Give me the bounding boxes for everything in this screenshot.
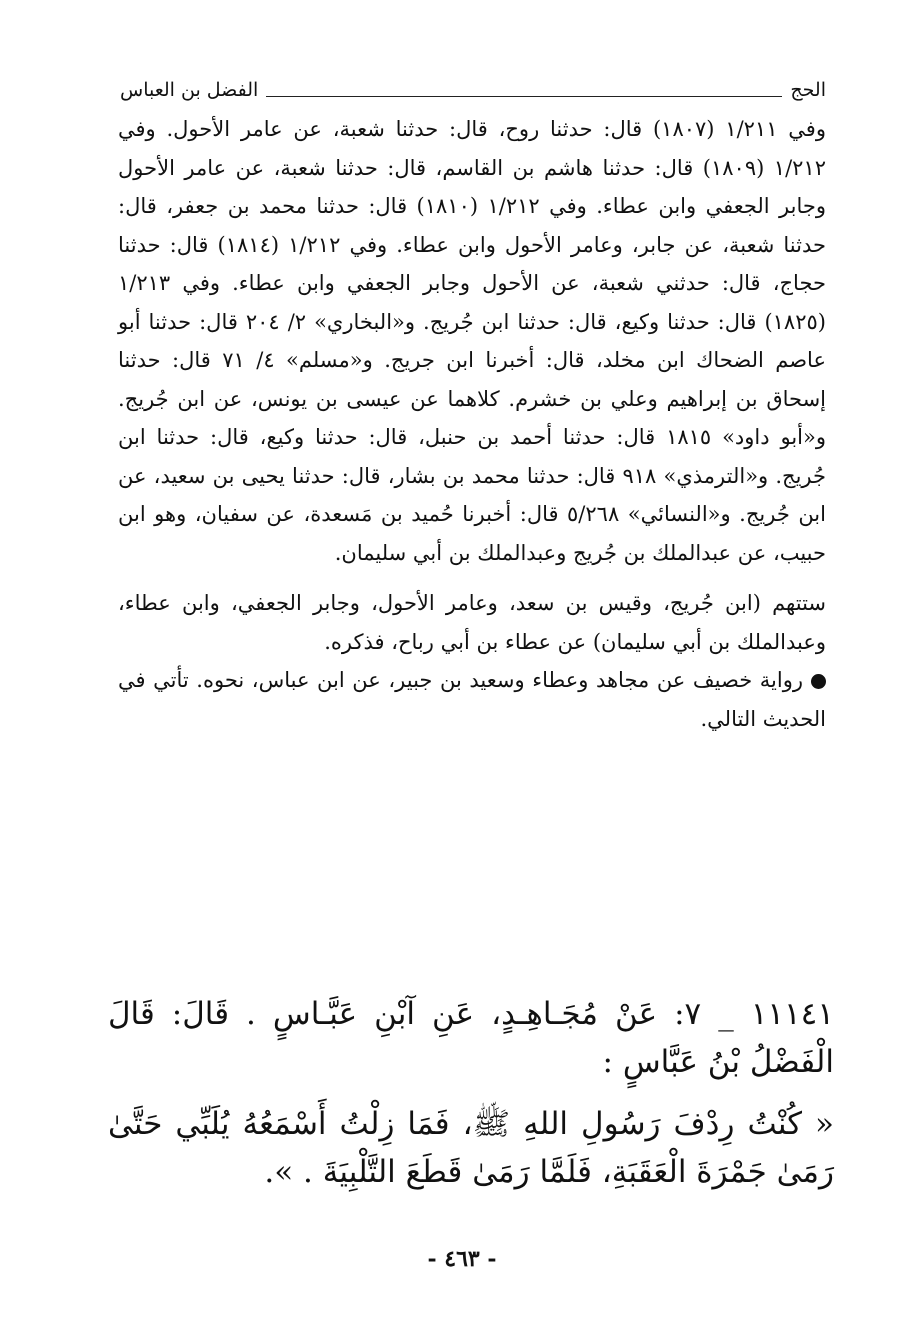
bullet-paragraph-text: رواية خصيف عن مجاهد وعطاء وسعيد بن جبير، عن ابن عباس، نحوه. تأتي في الحديث التالي. [118,668,826,731]
hadith-text: « كُنْتُ رِدْفَ رَسُولِ اللهِ ﷺ، فَمَا زِلْتُ أَسْمَعُهُ يُلَبِّي حَتَّىٰ رَمَىٰ جَمْرَةَ الْعَقَبَةِ، فَلَمَّا رَمَىٰ قَطَعَ التَّلْبِيَةَ . ». [108,1106,834,1190]
running-header [120,72,826,102]
takhrij-notes [118,110,826,738]
hadith-block [108,990,834,1196]
takhrij-paragraph: وفي ١/٢١١ (١٨٠٧) قال: حدثنا روح، قال: حدثنا شعبة، عن عامر الأحول. وفي ١/٢١٢ (١٨٠٩) قال: حدثنا هاشم بن القاسم، قال: حدثنا شعبة، عن عامر الأحول وجابر الجعفي وابن عطاء. وفي ١/٢١٢ (١٨١٠) قال: حدثنا محمد بن جعفر، قال: حدثنا شعبة، عن جابر، وعامر الأحول وابن عطاء. وفي ١/٢١٢ (١٨١٤) قال: حدثنا حجاج، قال: حدثني شعبة، عن الأحول وجابر الجعفي وابن عطاء. وفي ١/٢١٣ (١٨٢٥) قال: حدثنا وكيع، قال: حدثنا ابن جُريج. و«البخاري» ٢/ ٢٠٤ قال: حدثنا أبو عاصم الضحاك ابن مخلد، قال: أخبرنا ابن جريج. و«مسلم» ٤/ ٧١ قال: حدثنا إسحاق بن إبراهيم وعلي بن خشرم. كلاهما عن عيسى بن يونس، عن ابن جُريج. و«أبو داود» ١٨١٥ قال: حدثنا أحمد بن حنبل، قال: حدثنا وكيع، قال: حدثنا ابن جُريج. و«الترمذي» ٩١٨ قال: حدثنا محمد بن بشار، قال: حدثنا يحيى بن سعيد، عن ابن جُريج. و«النسائي» ٥/٢٦٨ قال: أخبرنا حُميد بن مَسعدة، عن سفيان، وهو ابن حبيب، عن عبدالملك بن جُريج وعبدالملك بن أبي سليمان. [118,117,827,565]
header-section-title: الحج [790,79,826,101]
takhrij-paragraph: ستتهم (ابن جُريج، وقيس بن سعد، وعامر الأحول، وجابر الجعفي، وابن عطاء، وعبدالملك بن أبي سليمان) عن عطاء بن أبي رباح، فذكره. [118,591,826,654]
header-rule [266,96,782,97]
header-narrator-title: الفضل بن العباس [120,79,259,101]
hadith-heading: ١١١٤١ _ ٧: عَنْ مُجَـاهِـدٍ، عَنِ آبْنِ عَبَّـاسٍ . قَالَ: قَالَ الْفَضْلُ بْنُ عَبَّاسٍ : [108,996,834,1080]
page-number: - ٤٦٣ - [427,1246,497,1272]
bullet-icon [811,674,826,689]
bullet-paragraph [118,661,826,738]
